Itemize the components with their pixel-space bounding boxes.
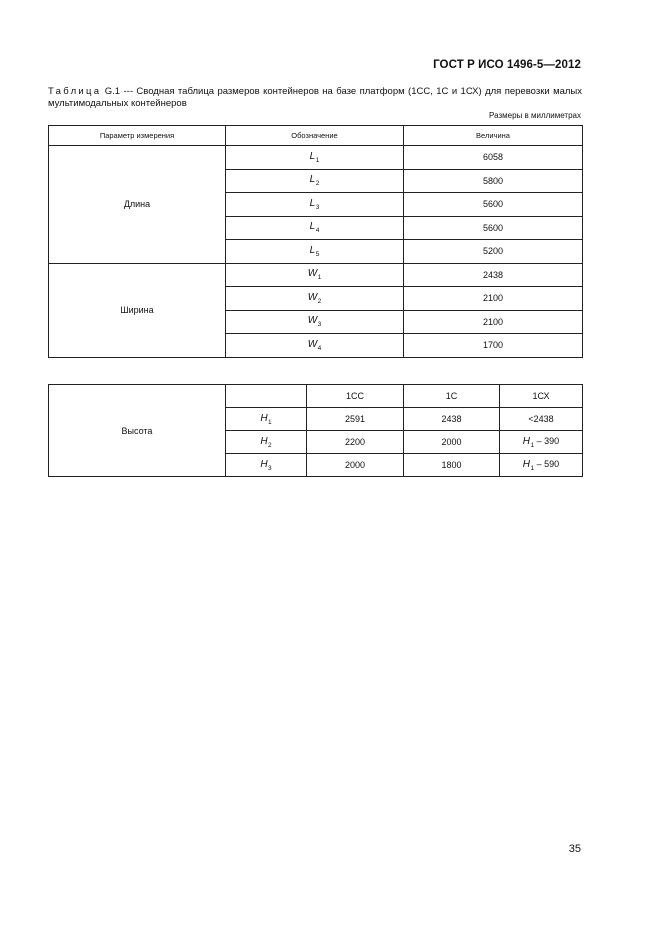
- designation-cell: $H_2$: [226, 431, 307, 454]
- value-cell: 2438: [404, 263, 583, 287]
- table-header-row: [49, 385, 583, 408]
- value-cell: 2591: [307, 408, 404, 431]
- designation-cell: $L_5$: [226, 240, 404, 264]
- value-cell: 2100: [404, 310, 583, 334]
- header-value: Величина: [404, 126, 583, 146]
- empty-header-cell: [226, 385, 307, 408]
- value-cell: 1800: [404, 454, 500, 477]
- value-cell: 2200: [307, 431, 404, 454]
- formula-cell: $H_1 - 390$: [500, 431, 583, 454]
- designation-cell: $W_2$: [226, 287, 404, 311]
- designation-cell: $W_3$: [226, 310, 404, 334]
- value-cell: 2100: [404, 287, 583, 311]
- header-1cx: 1СХ: [500, 385, 583, 408]
- value-cell: 2438: [404, 408, 500, 431]
- dimensions-table: [48, 125, 583, 358]
- header-1c: 1С: [404, 385, 500, 408]
- header-parameter: Параметр измерения: [49, 126, 226, 146]
- document-id: ГОСТ Р ИСО 1496-5—2012: [433, 59, 581, 71]
- value-cell: 2000: [404, 431, 500, 454]
- table-header-row: [49, 126, 583, 146]
- caption-label: Таблица: [48, 86, 102, 97]
- designation-cell: $L_4$: [226, 216, 404, 240]
- designation-cell: $W_1$: [226, 263, 404, 287]
- table-row: [49, 146, 583, 170]
- value-cell: 5600: [404, 216, 583, 240]
- designation-cell: $W_4$: [226, 334, 404, 358]
- value-cell: <2438: [500, 408, 583, 431]
- designation-cell: $L_2$: [226, 169, 404, 193]
- caption-text: --- Сводная таблица размеров контейнеров на базе платформ (1СС, 1С и 1СХ) для перевозки малых мультимодальных контейнеров: [48, 86, 583, 109]
- height-table: [48, 384, 583, 477]
- header-1cc: 1СС: [307, 385, 404, 408]
- group-height: Высота: [49, 385, 226, 477]
- value-cell: 6058: [404, 146, 583, 170]
- value-cell: 2000: [307, 454, 404, 477]
- designation-cell: $H_3$: [226, 454, 307, 477]
- header-designation: Обозначение: [226, 126, 404, 146]
- value-cell: 5200: [404, 240, 583, 264]
- formula-cell: $H_1 - 590$: [500, 454, 583, 477]
- value-cell: 5600: [404, 193, 583, 217]
- table-caption: [48, 86, 582, 110]
- group-length: Длина: [49, 146, 226, 264]
- caption-number: G.1: [104, 86, 121, 97]
- value-cell: 1700: [404, 334, 583, 358]
- value-cell: 5800: [404, 169, 583, 193]
- table-row: [49, 263, 583, 287]
- designation-cell: $H_1$: [226, 408, 307, 431]
- designation-cell: $L_3$: [226, 193, 404, 217]
- group-width: Ширина: [49, 263, 226, 357]
- units-note: Размеры в миллиметрах: [489, 111, 581, 120]
- designation-cell: $L_1$: [226, 146, 404, 170]
- page-number: 35: [568, 843, 581, 855]
